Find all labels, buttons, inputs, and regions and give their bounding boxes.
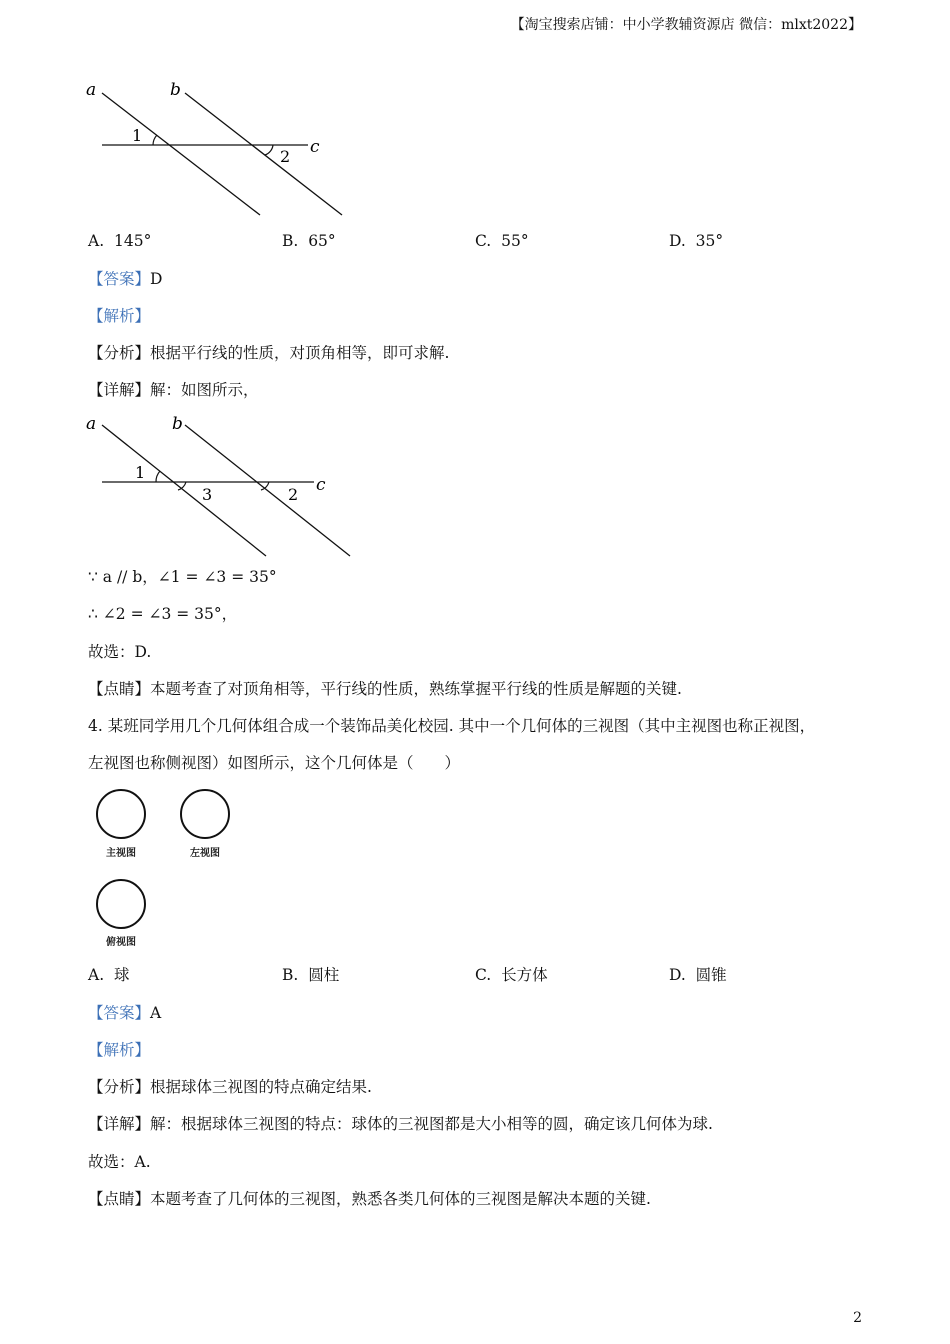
option-b: B. 65°	[282, 232, 336, 250]
label-a: a	[86, 414, 97, 434]
option-d: D. 圆锥	[669, 966, 727, 984]
parallel-lines-figure-2	[80, 410, 360, 560]
step-1: ∵ a // b，∠1 = ∠3 = 35°	[88, 568, 277, 586]
option-d: D. 35°	[669, 232, 724, 250]
question-4-line-1: 4. 某班同学用几个几何体组合成一个装饰品美化校园. 其中一个几何体的三视图（其中主视图也称正视图，	[88, 717, 816, 735]
top-view-circle	[97, 880, 145, 928]
detail-line: 【详解】解：根据球体三视图的特点：球体的三视图都是大小相等的圆，确定该几何体为球.	[88, 1115, 713, 1133]
step-2: ∴ ∠2 = ∠3 = 35°，	[88, 605, 238, 623]
label-c: c	[316, 475, 326, 495]
angle-2-arc	[265, 145, 273, 155]
comment-line: 【点睛】本题考查了对顶角相等，平行线的性质，熟练掌握平行线的性质是解题的关键.	[88, 680, 682, 698]
line-a	[102, 93, 260, 215]
label-b: b	[170, 80, 181, 100]
answer-line: 【答案】D	[88, 270, 163, 288]
option-c: C. 55°	[475, 232, 529, 250]
label-c: c	[310, 137, 320, 157]
analysis-heading: 【解析】	[88, 1041, 151, 1059]
side-view-label: 左视图	[190, 848, 220, 859]
label-b: b	[172, 414, 183, 434]
option-c: C. 长方体	[475, 966, 548, 984]
page-number: 2	[853, 1310, 862, 1326]
fenxi-line: 【分析】根据球体三视图的特点确定结果.	[88, 1078, 372, 1096]
label-2: 2	[280, 147, 291, 166]
front-view-circle	[97, 790, 145, 838]
angle-1-arc	[153, 135, 157, 145]
choose-line: 故选：D.	[88, 643, 152, 661]
choose-line: 故选：A.	[88, 1153, 151, 1171]
three-views-figure	[88, 785, 248, 955]
label-a: a	[86, 80, 97, 100]
option-b: B. 圆柱	[282, 966, 340, 984]
page-header: 【淘宝搜索店铺：中小学教辅资源店 微信：mlxt2022】	[510, 17, 862, 33]
question-4-line-2: 左视图也称侧视图）如图所示，这个几何体是（ ）	[88, 754, 461, 772]
label-3: 3	[202, 485, 213, 504]
analysis-heading: 【解析】	[88, 307, 151, 325]
top-view-label: 俯视图	[106, 937, 136, 948]
comment-line: 【点睛】本题考查了几何体的三视图，熟悉各类几何体的三视图是解决本题的关键.	[88, 1190, 651, 1208]
label-2: 2	[288, 485, 299, 504]
label-1: 1	[132, 126, 143, 145]
front-view-label: 主视图	[106, 848, 136, 859]
parallel-lines-figure-1	[80, 75, 350, 225]
option-a: A. 球	[88, 966, 130, 984]
fenxi-line: 【分析】根据平行线的性质，对顶角相等，即可求解.	[88, 344, 450, 362]
line-a	[102, 425, 266, 556]
side-view-circle	[181, 790, 229, 838]
answer-line: 【答案】A	[88, 1004, 162, 1022]
detail-line: 【详解】解：如图所示，	[88, 381, 259, 399]
label-1: 1	[135, 463, 146, 482]
option-a: A. 145°	[88, 232, 152, 250]
angle-1-arc	[156, 471, 160, 482]
